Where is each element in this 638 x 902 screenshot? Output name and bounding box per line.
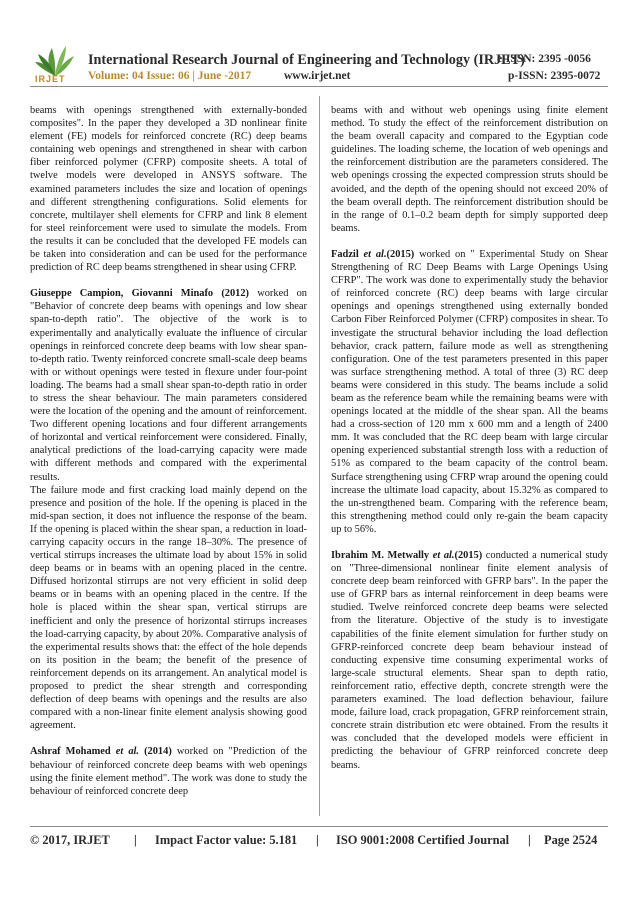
left-column (30, 104, 307, 798)
paragraph-text: worked on "Behavior of concrete deep beams with openings and low shear span-to-depth ratio". The objective of the work is to experimentally and analytically evaluate the influence of circular openings in reinforced concrete deep beams with low shear span-to-depth ratio. Twenty reinforced concrete small-scale deep beams with or without openings were tested in flexure under four-point loading. The beams had a small shear span-to-depth ratio in order to stress the shear behaviour. The main parameters considered were the location of the opening and the amount of reinforcement. Two different opening locations and four different arrangements of horizontal and vertical reinforcement were considered. Finally, analytical predictions of the load-carrying capacity were made with different methods and compared with the experimental results. (30, 288, 307, 483)
author-citation: Ashraf Mohamed (30, 746, 111, 758)
paragraph-cfrp-fe-models: beams with openings strengthened with externally-bonded composites". In the paper they developed a 3D nonlinear finite element (FE) models for reinforced concrete (RC) deep beams containing web openings and strengthened in shear with carbon fiber reinforced polymer (CFRP) composite sheets. A total of twelve models were developed in ANSYS software. The examined parameters includes the size and location of openings and different strengthening configurations. Solid elements for concrete, multilayer shell elements for CFRP and link 8 element for steel reinforcement were used to simulate the models. From the results it can be concluded that the developed FE models can be taken into consideration and can be used for the performance prediction of RC deep beams strengthened in shear using CFRP. (30, 105, 307, 274)
footer-separator: | (316, 833, 319, 847)
paragraph-failure-mode: The failure mode and first cracking load mainly depend on the presence and position of the hole. If the opening is placed in the mid-span section, it does not influence the response of the beam. If the opening is placed within the shear span, a reduction in load-carrying capacity occurs in the range 18–30%. The presence of vertical stirrups increases the ultimate load by about 15% in solid deep beams or in beams with an opening placed in the centre. Diffused horizontal stirrups are not very efficient in solid deep beams or in beams with an opening placed in the centre. If the hole is placed within the shear span, vertical stirrups are inefficient and only the presence of horizontal stirrups increases the load-carrying capacity, by about 20%. Comparative analysis of the experimental results shows that: the effect of the hole depends on its position in the beam; the benefit of the presence of reinforcement depends on its arrangement. An analytical model is proposed to predict the shear strength and corresponding deflection of deep beams with openings and the results are also compared with a non-linear finite element analysis showing good agreement. (30, 484, 307, 732)
footer-rule (30, 826, 608, 827)
footer-separator: | (134, 833, 137, 847)
footer-separator: | (528, 833, 531, 847)
e-issn: e-ISSN: 2395 -0056 (497, 53, 591, 65)
paragraph-fadzil (331, 248, 608, 536)
et-al: et al. (363, 248, 387, 260)
author-citation: Giuseppe Campion, Giovanni Minafo (2012) (30, 288, 250, 300)
citation-year: (2015) (454, 550, 483, 561)
right-column (331, 104, 608, 785)
citation-year: (2015) (386, 248, 415, 260)
column-divider (319, 96, 320, 816)
p-issn: p-ISSN: 2395-0072 (508, 70, 601, 82)
footer-iso: ISO 9001:2008 Certified Journal (336, 833, 510, 847)
journal-title: International Research Journal of Engineering and Technology (IRJET) (88, 52, 525, 68)
paragraph-text: conducted a numerical study on "Three-dimensional nonlinear finite element analysis of concrete deep beam reinforced with GFRP bars". In the paper the use of GFRP bars as internal reinforcement in deep beams were studied. Twelve reinforced concrete deep beams were selected from the literature. Objective of the study is to investigate capabilities of the finite element simulation for further study on GFRP-reinforced concrete deep beam behaviour instead of conducting expensive time consuming experimental works of large-scale structural elements. Shear span to depth ratio, reinforcement ratio, effective depth, concrete strength were the parameters examined. The load deflection behaviour, failure mode, failure load, crack propagation, GFRP reinforcement strain, concrete strain distribution etc were obtained. From the results it was concluded that the developed models were efficient in predicting the behaviour of GFRP reinforced concrete deep beams. (331, 550, 608, 771)
page-footer (30, 833, 608, 853)
author-citation: Ibrahim M. Metwally (331, 550, 430, 561)
header-rule (30, 86, 608, 87)
citation-year: (2014) (139, 746, 172, 758)
paragraph-text: worked on " Experimental Study on Shear Strengthening of RC Deep Beams with Large Openings Using CFRP". The work was done to experimentally study the behavior of reinforced concrete (RC) deep beams with large circular openings and openings strengthened using externally bonded Carbon Fiber Reinforced Polymer (CFRP) composites in shear. To investigate the structural behavior including the load deflection behavior, crack pattern, failure mode as well as strengthening configuration. One of the test parameters presented in this paper was surface strengthening method. A total of three (3) RC deep beams were considered in this study. The beams include a solid beam as the reference beam while the remaining beams were with openings located at the middle of the shear span. All the beams had a cross-section of 120 mm x 600 mm and a length of 2400 mm. It was concluded that the RC deep beam with large circular opening experienced substantial strength loss with a reduction of 51% as compared to the beam capacity of the control beam. Surface strengthening using CFRP wrap around the opening could increase the ultimate load capacity, about 15.32% as compared to the un-strengthened beam. Comparing with the reference beam, this strengthening method could only re-gain the beam capacity up to 56%. (331, 248, 609, 535)
footer-impact-factor: Impact Factor value: 5.181 (155, 833, 298, 847)
author-citation: Fadzil (331, 248, 359, 260)
footer-copyright: © 2017, IRJET (30, 833, 110, 847)
et-al: et al. (115, 746, 140, 758)
journal-website-link[interactable]: www.irjet.net (284, 70, 351, 82)
paragraph-text: worked on "Prediction of the behaviour of reinforced concrete deep beams with web openings using the finite element method". The work was done to study the behaviour of reinforced concrete deep (30, 746, 307, 797)
volume-issue: Volume: 04 Issue: 06 | June -2017 (88, 70, 252, 82)
page-header (0, 0, 638, 95)
paragraph-campion-minafo (30, 287, 307, 483)
logo-text: IRJET (35, 74, 66, 84)
paragraph-ashraf-mohamed (30, 745, 307, 797)
paragraph-metwally (331, 549, 608, 772)
paragraph-web-openings-fem: beams with and without web openings using finite element method. To study the effect of the reinforcement distribution on the beam overall capacity and compared to the Egyptian code guidelines. The loading scheme, the location of web openings and the reinforcement distribution are the parameters considered. The web openings crossing the expected compression struts should be avoided, and the depth of the opening should not exceed 20% of the beam overall depth. The reinforcement distribution should be in the range of 0.1–0.2 beam depth for simply supported deep beams. (331, 105, 608, 234)
footer-page-number: Page 2524 (544, 833, 598, 847)
et-al: et al. (432, 550, 455, 561)
